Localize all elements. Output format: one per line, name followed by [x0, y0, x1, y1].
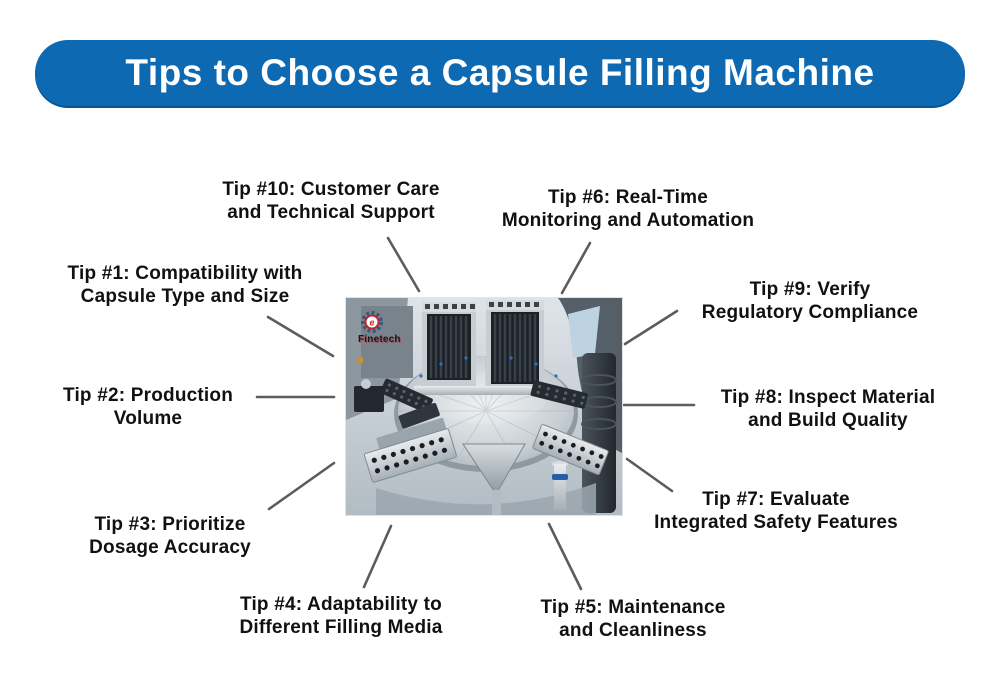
connector-line-tip-5: [549, 524, 581, 589]
tip-4-line1: Tip #4: Adaptability to: [239, 594, 442, 615]
tip-1-label: [68, 262, 303, 308]
tip-8-line1: Tip #8: Inspect Material: [720, 387, 936, 408]
capsule-magazine-left: [422, 302, 476, 386]
window-reflection: [568, 306, 600, 358]
connector-line-tip-6: [562, 243, 590, 293]
tip-8-line2: and Build Quality: [748, 410, 908, 431]
tip-10-line2: and Technical Support: [227, 202, 435, 223]
brass-fitting: [357, 357, 364, 364]
tip-9-label: [702, 278, 918, 324]
tip-5-line1: Tip #5: Maintenance: [540, 597, 726, 618]
funnel-stem: [492, 490, 501, 515]
tip-9-line2: Regulatory Compliance: [701, 302, 919, 323]
brand-logo-text: Finetech: [358, 334, 401, 345]
tip-6-line1: Tip #6: Real-Time: [547, 187, 709, 208]
connector-line-tip-4: [364, 526, 391, 587]
svg-text:e: e: [369, 317, 375, 328]
tip-4-line2: Different Filling Media: [239, 617, 443, 638]
capsule-filling-machine-image: [346, 298, 622, 515]
tip-2-label: [63, 384, 233, 430]
tip-6-label: [502, 186, 754, 232]
tip-7-line1: Tip #7: Evaluate: [702, 489, 850, 510]
tip-5-label: [540, 596, 725, 642]
title-banner: [35, 40, 965, 106]
connector-line-tip-7: [627, 459, 672, 491]
piston: [554, 464, 566, 510]
tip-1-line2: Capsule Type and Size: [80, 286, 290, 307]
tip-10-line1: Tip #10: Customer Care: [222, 179, 440, 200]
tip-5-line2: and Cleanliness: [559, 620, 707, 641]
tip-9-line1: Tip #9: Verify: [749, 279, 871, 300]
tip-3-line1: Tip #3: Prioritize: [94, 514, 246, 535]
tip-3-label: [89, 513, 251, 559]
connector-line-tip-3: [269, 463, 334, 509]
tip-2-line2: Volume: [113, 408, 183, 429]
page-title: Tips to Choose a Capsule Filling Machine: [125, 52, 875, 93]
tip-2-line1: Tip #2: Production: [62, 385, 234, 406]
left-clamp-box: [354, 386, 384, 412]
tip-7-line2: Integrated Safety Features: [654, 512, 898, 533]
tip-10-label: [222, 178, 439, 224]
tip-7-label: [654, 488, 898, 534]
tip-4-label: [239, 593, 442, 639]
machine-illustration: [346, 298, 622, 515]
connector-line-tip-9: [625, 311, 677, 344]
tip-8-label: [721, 386, 936, 432]
tip-1-line1: Tip #1: Compatibility with: [67, 263, 303, 284]
piston-blue-ring: [552, 474, 568, 480]
tip-3-line2: Dosage Accuracy: [89, 537, 251, 558]
tip-6-line2: Monitoring and Automation: [501, 210, 755, 231]
connector-line-tip-10: [388, 238, 419, 291]
capsule-magazine-right: [486, 300, 544, 390]
connector-line-tip-1: [268, 317, 333, 356]
left-knob: [361, 379, 371, 389]
